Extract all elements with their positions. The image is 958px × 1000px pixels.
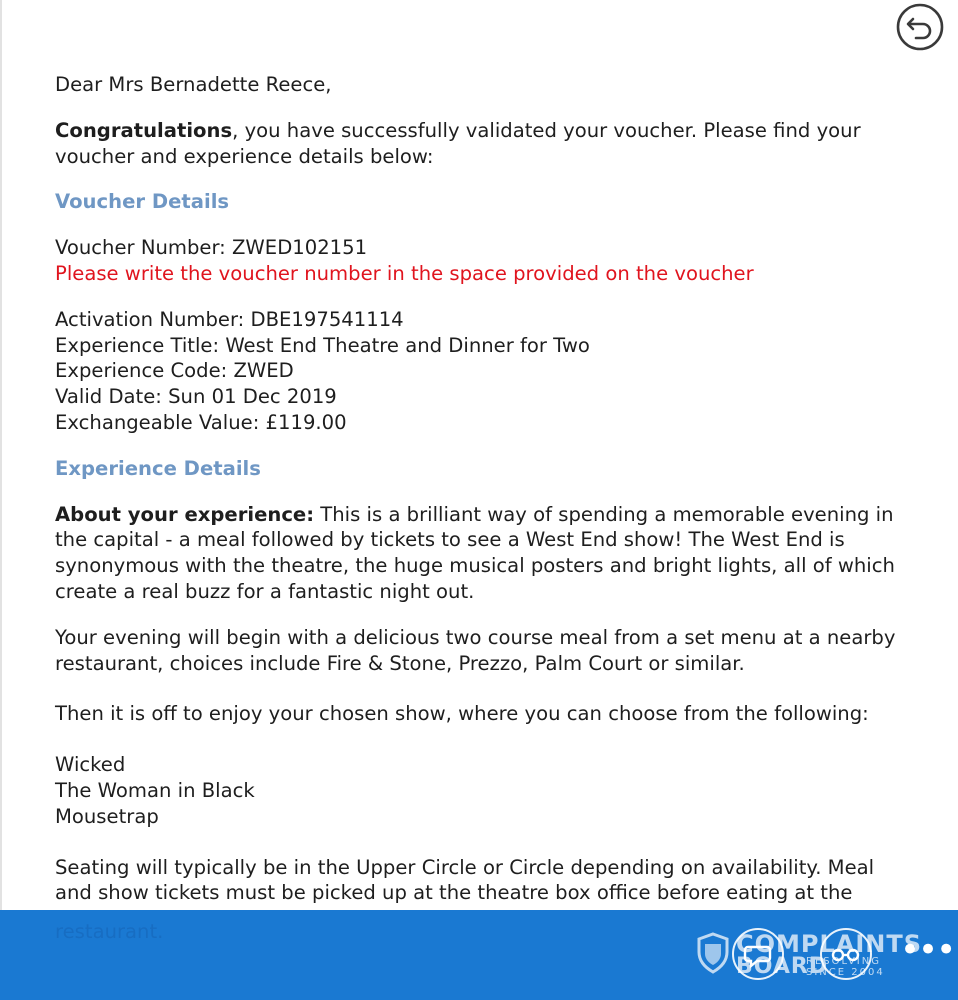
more-options-icon[interactable]: ••• [900, 930, 955, 970]
email-body [55, 72, 915, 906]
cutoff-text: restaurant. [55, 920, 164, 943]
congratulations-paragraph [55, 118, 915, 170]
about-paragraph [55, 502, 915, 605]
congratulations-text: , you have successfully validated your voucher. Please find your voucher and experience details below: [55, 118, 861, 168]
undo-arrow-icon [896, 3, 944, 51]
show-item: The Woman in Black [55, 778, 255, 802]
voucher-number: Voucher Number: ZWED102151 [55, 236, 368, 260]
greeting: Dear Mrs Bernadette Reece, [55, 73, 332, 96]
show-intro: Then it is off to enjoy your chosen show, where you can choose from the following: [55, 702, 869, 726]
experience-title: Experience Title: West End Theatre and Dinner for Two [55, 333, 590, 357]
exchangeable-value: Exchangeable Value: £119.00 [55, 410, 347, 434]
left-edge-divider [0, 0, 2, 910]
voucher-instruction: Please write the voucher number in the space provided on the voucher [55, 261, 754, 285]
about-bold: About your experience: [55, 502, 315, 526]
voucher-details-heading: Voucher Details [55, 190, 230, 214]
back-button[interactable] [896, 3, 944, 51]
activation-number: Activation Number: DBE197541114 [55, 307, 404, 331]
eye-glasses-icon [822, 930, 869, 977]
show-item: Mousetrap [55, 804, 159, 828]
valid-date: Valid Date: Sun 01 Dec 2019 [55, 385, 337, 409]
shield-logo-icon [696, 932, 730, 974]
logo-line-1: COMPLAINTS [736, 930, 923, 958]
show-item: Wicked [55, 753, 126, 777]
experience-details-heading: Experience Details [55, 456, 261, 480]
logo-tagline-1: RESOLVING [806, 956, 881, 967]
bottom-toolbar [0, 910, 958, 1000]
evening-paragraph: Your evening will begin with a delicious two course meal from a set menu at a nearby restaurant, choices include Fire & Stone, Prezzo, Palm Court or similar. [55, 625, 896, 675]
logo-tagline-2: SINCE 2004 [806, 967, 885, 978]
view-button[interactable] [820, 928, 872, 980]
about-text: This is a brilliant way of spending a memorable evening in the capital - a meal followed by tickets to see a West End show! The West End is synonymous with the theatre, the huge musical posters and bright lights, all of which create a real buzz for a fantastic night out. [55, 502, 895, 603]
experience-code: Experience Code: ZWED [55, 359, 294, 383]
logo-line-2: BOARD [736, 954, 829, 979]
chat-button[interactable] [732, 928, 784, 980]
chat-bubble-icon [734, 930, 781, 977]
seating-paragraph: Seating will typically be in the Upper Circle or Circle depending on availability. Meal and show tickets must be picked up at the theatre box office before eating at the [55, 855, 875, 905]
congratulations-bold: Congratulations [55, 118, 233, 142]
